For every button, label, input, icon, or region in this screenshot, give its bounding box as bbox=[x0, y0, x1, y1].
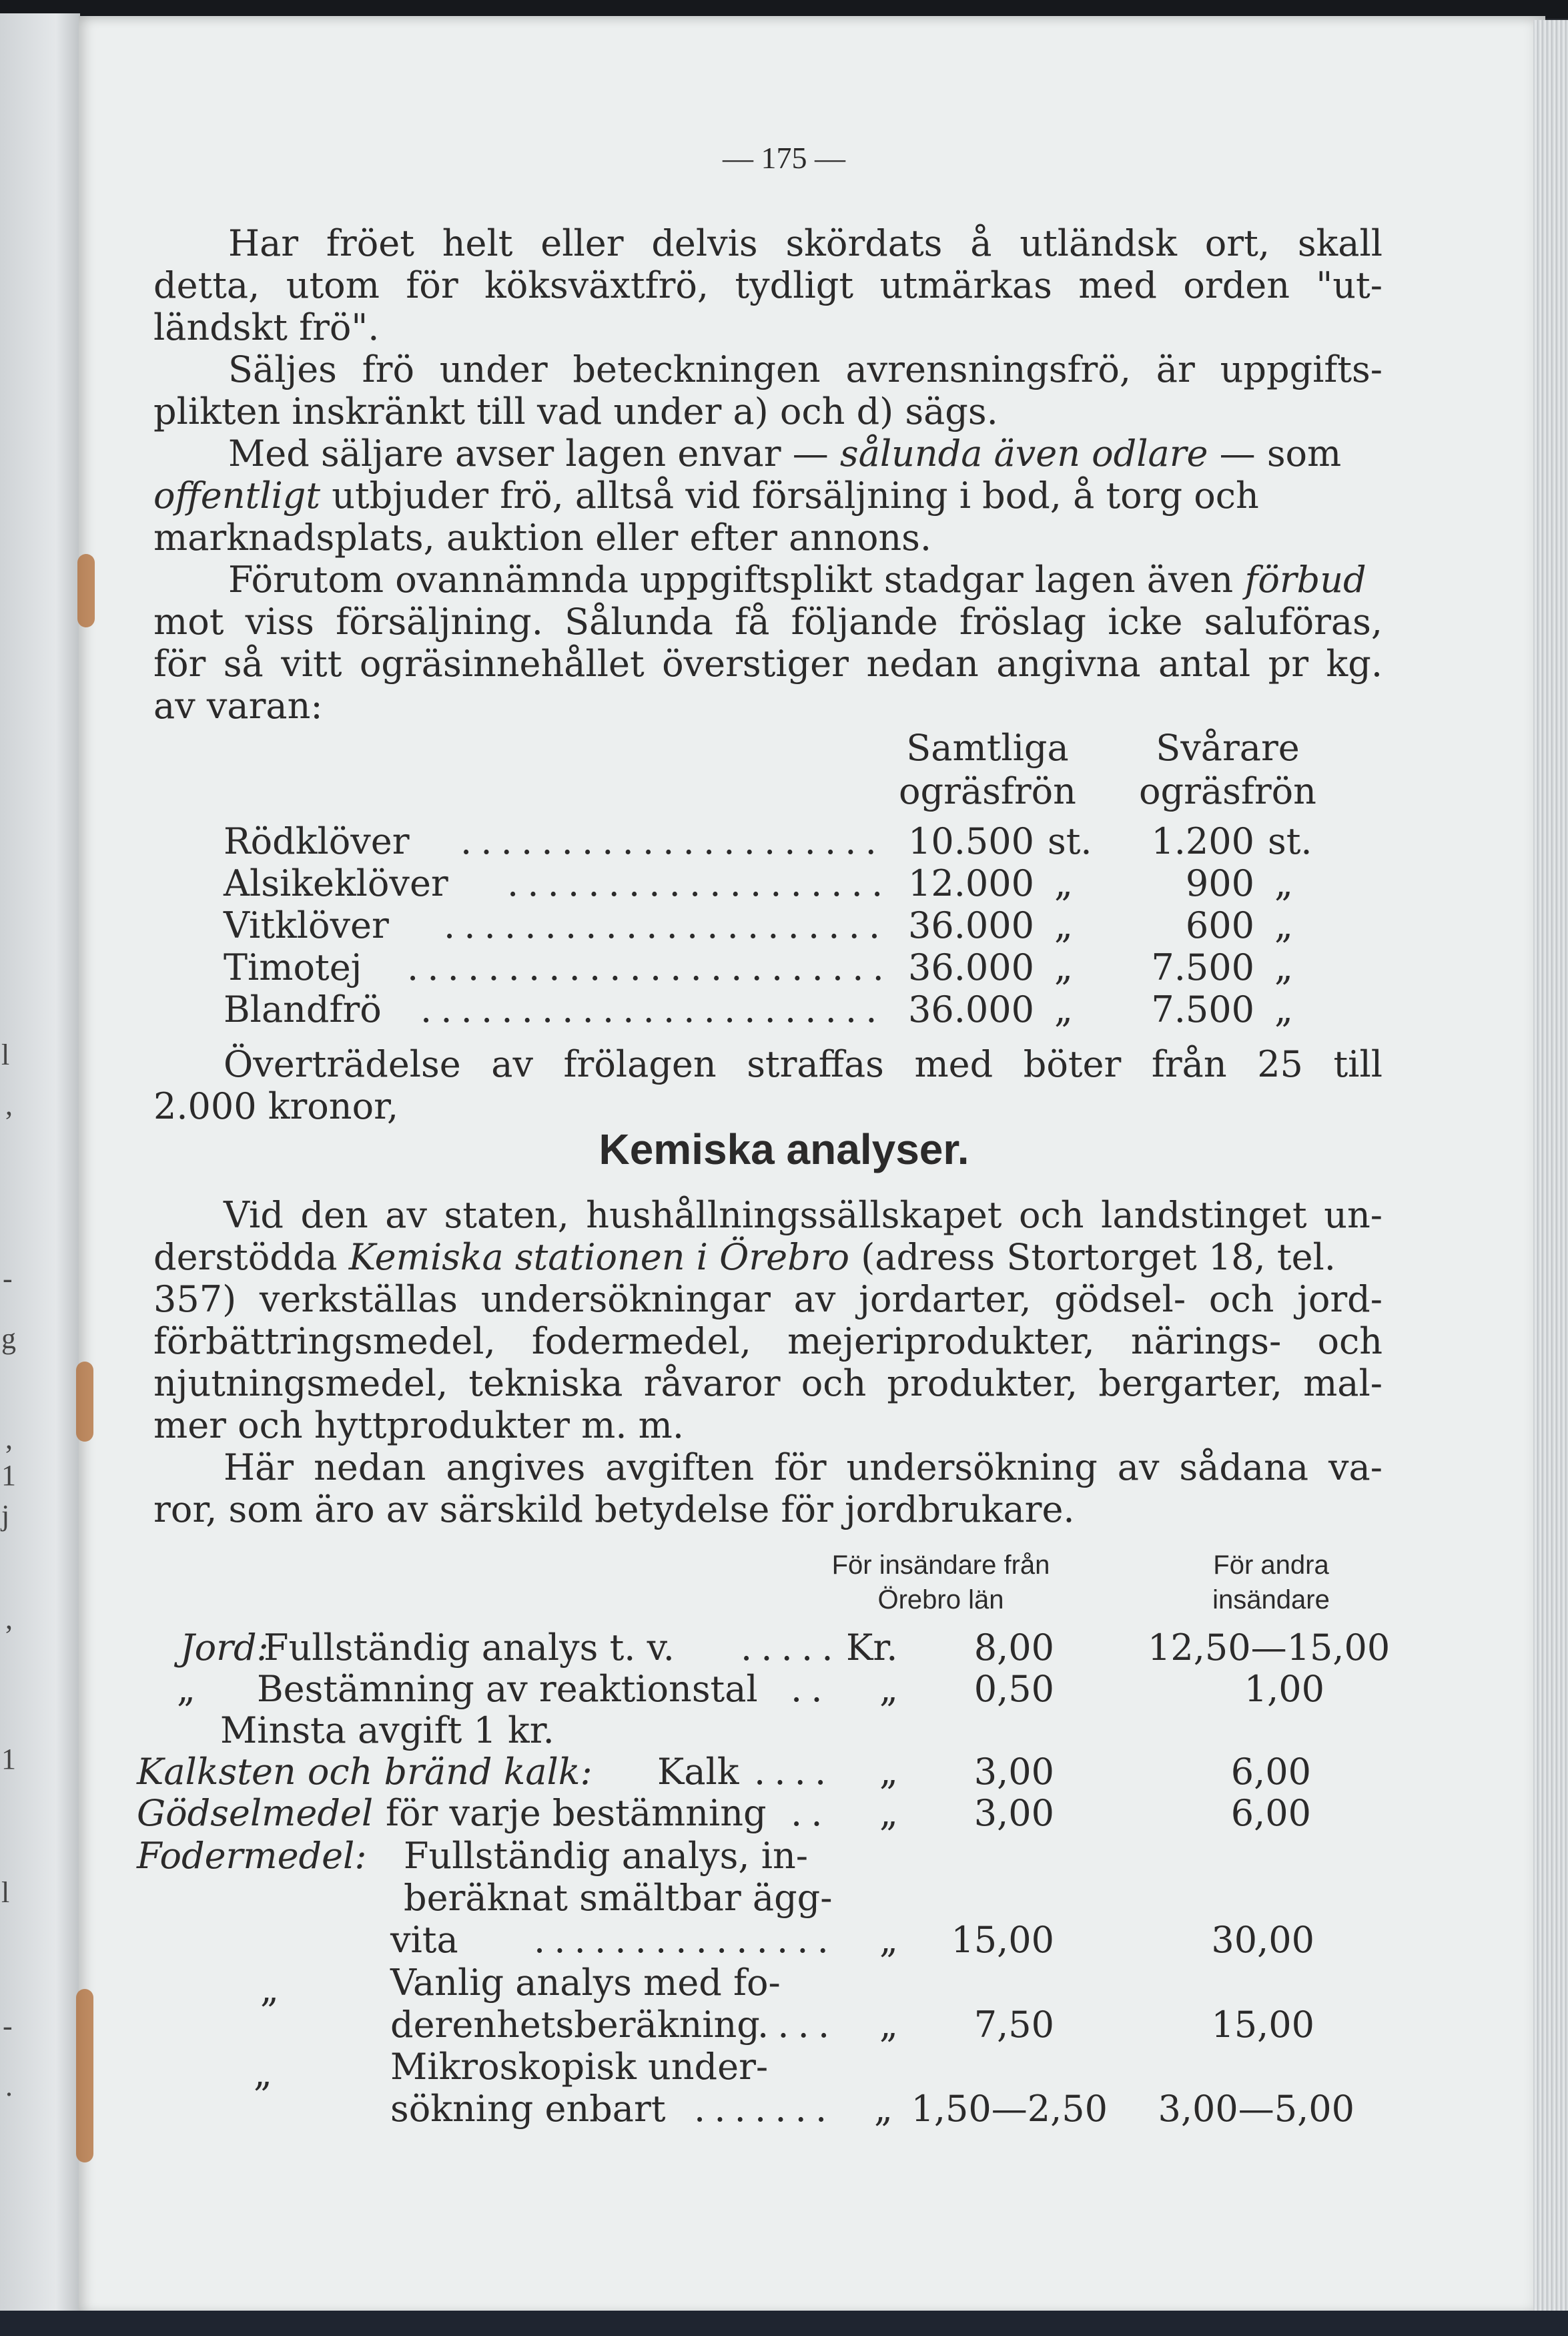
seed-unit: „ bbox=[1054, 904, 1073, 946]
page-number: — 175 — bbox=[723, 141, 845, 175]
column-header: För andra bbox=[1213, 1550, 1329, 1580]
fee-description: sökning enbart bbox=[390, 2088, 666, 2130]
text-line bbox=[228, 433, 1341, 475]
seed-value: 1.200 bbox=[1151, 820, 1254, 862]
left-page-fragment: g bbox=[1, 1322, 16, 1355]
fee-value: 8,00 bbox=[973, 1627, 1054, 1669]
column-header: insändare bbox=[1212, 1585, 1330, 1615]
fee-value: 30,00 bbox=[1211, 1919, 1314, 1961]
seed-value: 10.500 bbox=[908, 820, 1034, 862]
seed-unit: „ bbox=[1054, 988, 1073, 1031]
seed-unit: „ bbox=[1274, 946, 1293, 988]
italic-segment: sålunda även odlare bbox=[839, 432, 1208, 475]
left-page-fragment: . bbox=[5, 2070, 13, 2102]
column-header: Örebro län bbox=[877, 1585, 1004, 1615]
text-segment: utbjuder frö, alltså vid försäljning i bod, å torg och bbox=[332, 475, 1259, 517]
italic-segment: förbud bbox=[1244, 559, 1366, 601]
seed-value: 36.000 bbox=[908, 988, 1034, 1031]
fee-category: Fodermedel: bbox=[137, 1835, 367, 1877]
text-line: Överträdelse av frölagen straffas med böter från 25 till bbox=[224, 1043, 1383, 1085]
leader-dots bbox=[791, 1793, 834, 1834]
ditto-mark: „ bbox=[260, 1968, 279, 2010]
text-line: mot viss försäljning. Sålunda få följande fröslag icke saluföras, bbox=[153, 601, 1383, 643]
fee-description: beräknat smältbar ägg- bbox=[404, 1877, 833, 1919]
leader-dots bbox=[420, 989, 887, 1031]
foxing-stain bbox=[77, 554, 95, 627]
seed-name: Vitklöver bbox=[224, 904, 389, 946]
text-line: detta, utom för köksväxtfrö, tydligt utmärkas med orden "ut- bbox=[153, 264, 1383, 306]
fee-value: 12,50—15,00 bbox=[1148, 1627, 1391, 1669]
leader-dots bbox=[444, 905, 887, 946]
fee-description: Fullständig analys, in- bbox=[404, 1835, 809, 1877]
leader-dots bbox=[507, 863, 887, 904]
text-line: av varan: bbox=[153, 685, 323, 727]
fee-description: Kalk bbox=[657, 1751, 739, 1793]
currency-label: Kr. bbox=[846, 1627, 898, 1669]
fee-value: 7,50 bbox=[973, 2004, 1054, 2046]
fee-category: Kalksten och bränd kalk: bbox=[137, 1751, 593, 1793]
text-segment: Förutom ovannämnda uppgiftsplikt stadgar lagen även bbox=[228, 559, 1234, 601]
text-line: 2.000 kronor, bbox=[153, 1085, 399, 1127]
left-page-fragment: - bbox=[3, 1262, 13, 1295]
fee-value: 0,50 bbox=[973, 1668, 1054, 1710]
seed-name: Alsikeklöver bbox=[224, 862, 448, 904]
ditto-mark: „ bbox=[879, 2004, 898, 2046]
column-header: För insändare från bbox=[831, 1550, 1050, 1580]
ditto-mark: „ bbox=[879, 1919, 898, 1961]
seed-value: 7.500 bbox=[1151, 946, 1254, 988]
seed-value: 36.000 bbox=[908, 904, 1034, 946]
text-line bbox=[153, 1237, 1336, 1278]
fee-value: 1,50—2,50 bbox=[911, 2088, 1108, 2130]
seed-value: 12.000 bbox=[908, 862, 1034, 904]
text-line: förbättringsmedel, fodermedel, mejeriprodukter, närings- och bbox=[153, 1320, 1383, 1362]
text-line: Vid den av staten, hushållningssällskapet och landstinget un- bbox=[224, 1194, 1383, 1236]
leader-dots bbox=[754, 1751, 834, 1793]
seed-value: 600 bbox=[1185, 904, 1254, 946]
text-line: Här nedan angives avgiften för undersökning av sådana va- bbox=[224, 1446, 1383, 1488]
leader-dots bbox=[407, 947, 887, 988]
text-line: mer och hyttprodukter m. m. bbox=[153, 1404, 685, 1446]
fee-value: 6,00 bbox=[1230, 1792, 1311, 1834]
fee-description: derenhetsberäkning bbox=[390, 2004, 760, 2046]
seed-value: 7.500 bbox=[1151, 988, 1254, 1031]
foxing-stain bbox=[76, 1362, 93, 1442]
seed-unit: st. bbox=[1048, 820, 1092, 862]
leader-dots bbox=[741, 1627, 834, 1669]
column-header: ogräsfrön bbox=[1139, 770, 1316, 812]
seed-name: Timotej bbox=[224, 946, 362, 988]
column-header: Svårare bbox=[1156, 727, 1300, 769]
seed-unit: „ bbox=[1274, 862, 1293, 904]
text-line bbox=[228, 559, 1366, 601]
left-page-fragment: l bbox=[1, 1039, 10, 1071]
text-line bbox=[153, 475, 1259, 517]
italic-segment: Kemiska stationen i Örebro bbox=[348, 1236, 850, 1278]
seed-unit: „ bbox=[1054, 946, 1073, 988]
fee-description: Fullständig analys t. v. bbox=[264, 1627, 675, 1669]
fee-value: 1,00 bbox=[1244, 1668, 1324, 1710]
seed-unit: „ bbox=[1274, 988, 1293, 1031]
fee-category: Gödselmedel bbox=[137, 1792, 374, 1834]
left-page-fragment: , bbox=[5, 1089, 13, 1121]
fee-description: vita bbox=[390, 1919, 458, 1961]
left-page-fragment: , bbox=[5, 1422, 13, 1455]
text-line: ror, som äro av särskild betydelse för jordbrukare. bbox=[153, 1488, 1075, 1530]
ditto-mark: „ bbox=[879, 1792, 898, 1834]
bottom-dark-border bbox=[0, 2311, 1568, 2336]
ditto-mark: „ bbox=[874, 2088, 893, 2130]
text-segment: derstödda bbox=[153, 1236, 338, 1278]
text-line: marknadsplats, auktion eller efter annons. bbox=[153, 517, 932, 559]
text-segment: (adress Stortorget 18, tel. bbox=[861, 1236, 1336, 1278]
fee-value: 15,00 bbox=[1211, 2004, 1314, 2046]
seed-name: Blandfrö bbox=[224, 988, 382, 1031]
left-page-fragment: l bbox=[1, 1876, 10, 1909]
leader-dots bbox=[791, 1669, 834, 1710]
seed-value: 36.000 bbox=[908, 946, 1034, 988]
fee-description: Mikroskopisk under- bbox=[390, 2046, 769, 2088]
column-header: ogräsfrön bbox=[899, 770, 1076, 812]
text-segment: — som bbox=[1219, 432, 1342, 475]
text-line: ländskt frö". bbox=[153, 306, 380, 348]
text-line: Har fröet helt eller delvis skördats å utländsk ort, skall bbox=[228, 222, 1383, 264]
text-line: Säljes frö under beteckningen avrensningsfrö, är uppgifts- bbox=[228, 348, 1383, 390]
italic-segment: offentligt bbox=[153, 475, 321, 517]
left-page-fragment: 1 bbox=[1, 1459, 16, 1492]
leader-dots bbox=[534, 1920, 834, 1961]
fee-value: 3,00 bbox=[973, 1751, 1054, 1793]
seed-value: 900 bbox=[1185, 862, 1254, 904]
leader-dots bbox=[694, 2088, 834, 2130]
text-line: njutningsmedel, tekniska råvaror och produkter, bergarter, mal- bbox=[153, 1362, 1383, 1404]
seed-name: Rödklöver bbox=[224, 820, 410, 862]
ditto-mark: „ bbox=[879, 1751, 898, 1793]
left-page-fragment: - bbox=[3, 2010, 13, 2042]
fee-value: 3,00—5,00 bbox=[1158, 2088, 1354, 2130]
left-page-fragment: j bbox=[1, 1499, 10, 1532]
column-header: Samtliga bbox=[906, 727, 1069, 769]
ditto-mark: „ bbox=[177, 1668, 195, 1710]
text-line: för så vitt ogräsinnehållet överstiger nedan angivna antal pr kg. bbox=[153, 643, 1383, 685]
fee-description: Vanlig analys med fo- bbox=[390, 1962, 781, 2004]
text-segment: Med säljare avser lagen envar — bbox=[228, 432, 829, 475]
leader-dots bbox=[460, 821, 887, 862]
ditto-mark: „ bbox=[254, 2052, 272, 2094]
leader-dots bbox=[757, 2004, 834, 2046]
fee-value: 6,00 bbox=[1230, 1751, 1311, 1793]
ditto-mark: „ bbox=[879, 1668, 898, 1710]
seed-unit: st. bbox=[1268, 820, 1312, 862]
fee-value: 15,00 bbox=[951, 1919, 1054, 1961]
text-line: plikten inskränkt till vad under a) och d) sägs. bbox=[153, 390, 998, 432]
fee-description: för varje bestämning bbox=[386, 1792, 767, 1834]
seed-unit: „ bbox=[1054, 862, 1073, 904]
text-line: 357) verkställas undersökningar av jordarter, gödsel- och jord- bbox=[153, 1278, 1383, 1320]
left-page-fragment: 1 bbox=[1, 1743, 16, 1775]
minimum-fee-note: Minsta avgift 1 kr. bbox=[220, 1709, 554, 1751]
fee-category: Jord: bbox=[180, 1627, 269, 1669]
seed-unit: „ bbox=[1274, 904, 1293, 946]
section-heading: Kemiska analyser. bbox=[599, 1125, 969, 1173]
fee-description: Bestämning av reaktionstal bbox=[257, 1668, 758, 1710]
fee-value: 3,00 bbox=[973, 1792, 1054, 1834]
foxing-stain bbox=[76, 1989, 93, 2162]
left-page-fragment: , bbox=[5, 1602, 13, 1635]
